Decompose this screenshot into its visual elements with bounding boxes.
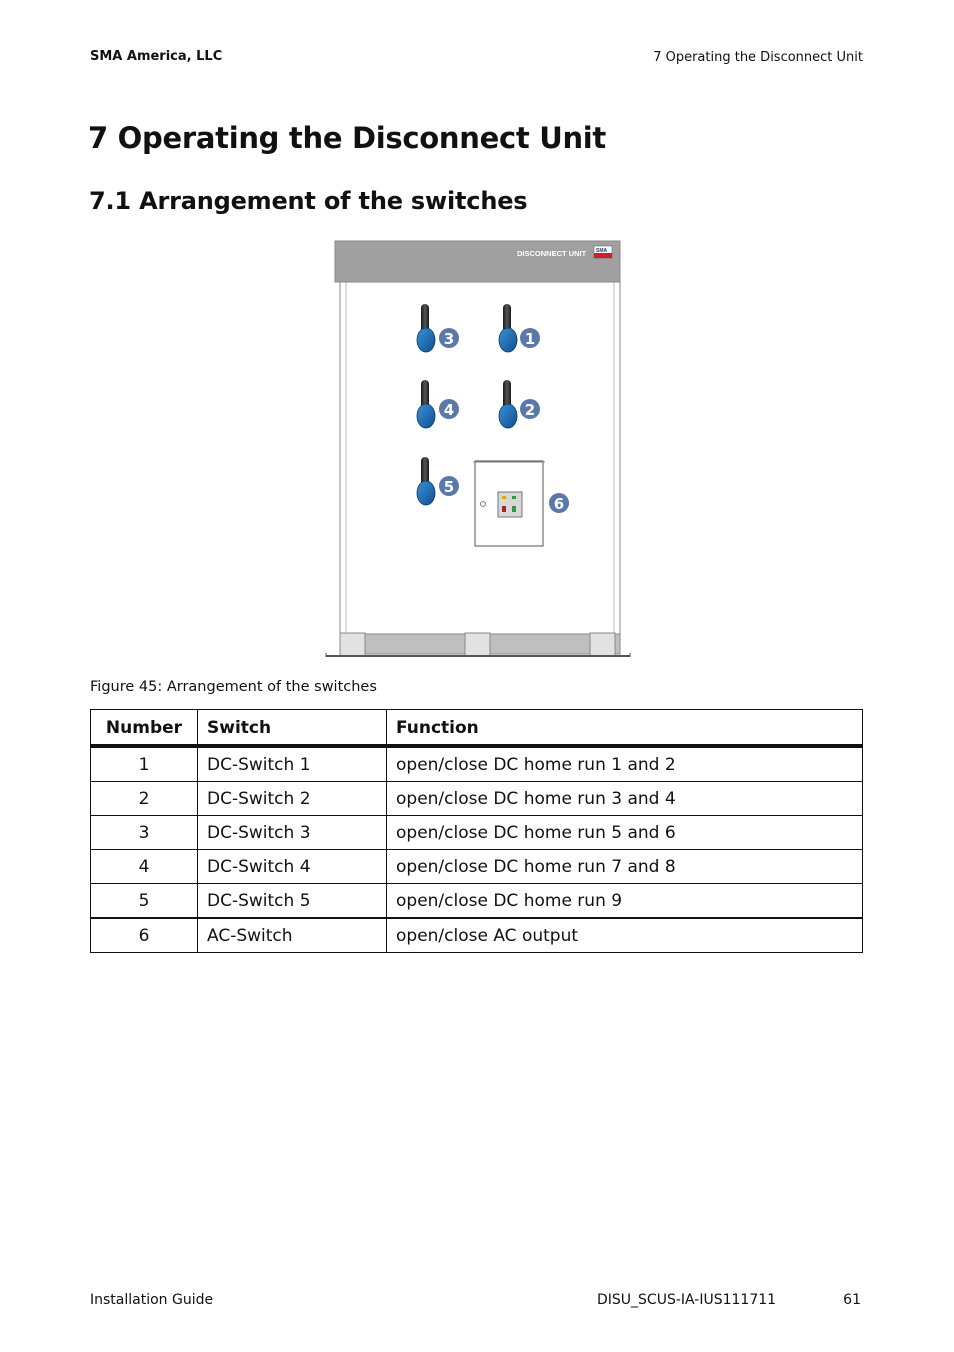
header-company: SMA America, LLC bbox=[90, 49, 223, 64]
svg-text:1: 1 bbox=[524, 330, 536, 348]
column-header-function: Function bbox=[387, 710, 863, 747]
callout-2 bbox=[520, 399, 540, 419]
column-header-switch: Switch bbox=[198, 710, 387, 747]
cell-function: open/close DC home run 9 bbox=[387, 884, 863, 919]
cell-function: open/close DC home run 5 and 6 bbox=[387, 816, 863, 850]
cell-number: 2 bbox=[91, 782, 198, 816]
header-chapter: 7 Operating the Disconnect Unit bbox=[653, 50, 863, 65]
table-row bbox=[91, 918, 863, 953]
table-row bbox=[91, 746, 863, 782]
cabinet-body bbox=[340, 282, 620, 634]
column-header-number: Number bbox=[91, 710, 198, 747]
table-row bbox=[91, 884, 863, 919]
callout-6 bbox=[549, 493, 569, 513]
cell-number: 4 bbox=[91, 850, 198, 884]
footer-doc-id: DISU_SCUS-IA-IUS111711 bbox=[597, 1292, 777, 1308]
cell-switch: DC-Switch 2 bbox=[198, 782, 387, 816]
cell-switch: DC-Switch 5 bbox=[198, 884, 387, 919]
cell-function: open/close DC home run 1 and 2 bbox=[387, 746, 863, 782]
cell-switch: DC-Switch 4 bbox=[198, 850, 387, 884]
cell-number: 1 bbox=[91, 746, 198, 782]
page-number: 61 bbox=[843, 1292, 861, 1308]
figure-caption: Figure 45: Arrangement of the switches bbox=[90, 679, 377, 695]
banner-label: DISCONNECT UNIT bbox=[517, 249, 587, 258]
svg-text:5: 5 bbox=[443, 478, 455, 496]
cell-number: 5 bbox=[91, 884, 198, 919]
chapter-heading: 7 Operating the Disconnect Unit bbox=[88, 121, 606, 155]
cell-function: open/close AC output bbox=[387, 918, 863, 953]
svg-text:3: 3 bbox=[443, 330, 455, 348]
cell-number: 6 bbox=[91, 918, 198, 953]
cell-function: open/close DC home run 7 and 8 bbox=[387, 850, 863, 884]
svg-text:4: 4 bbox=[443, 401, 455, 419]
cell-number: 3 bbox=[91, 816, 198, 850]
svg-text:2: 2 bbox=[524, 401, 536, 419]
unit-banner bbox=[335, 241, 620, 282]
cell-switch: DC-Switch 3 bbox=[198, 816, 387, 850]
callout-1 bbox=[520, 328, 540, 348]
ac-switch-box bbox=[473, 461, 545, 546]
logo-text: SMA bbox=[596, 248, 608, 254]
switch-arrangement-figure bbox=[320, 236, 636, 664]
svg-text:6: 6 bbox=[553, 495, 565, 513]
cell-function: open/close DC home run 3 and 4 bbox=[387, 782, 863, 816]
table-row bbox=[91, 816, 863, 850]
callout-5 bbox=[439, 476, 459, 496]
callout-4 bbox=[439, 399, 459, 419]
sma-logo bbox=[594, 246, 612, 258]
table-header-row bbox=[91, 710, 863, 747]
switch-table bbox=[90, 709, 863, 953]
footer-doc-type: Installation Guide bbox=[90, 1292, 214, 1308]
callout-3 bbox=[439, 328, 459, 348]
cell-switch: AC-Switch bbox=[198, 918, 387, 953]
table-row bbox=[91, 782, 863, 816]
disconnect-unit-illustration bbox=[320, 236, 636, 664]
cell-switch: DC-Switch 1 bbox=[198, 746, 387, 782]
table-row bbox=[91, 850, 863, 884]
section-heading: 7.1 Arrangement of the switches bbox=[89, 187, 528, 215]
